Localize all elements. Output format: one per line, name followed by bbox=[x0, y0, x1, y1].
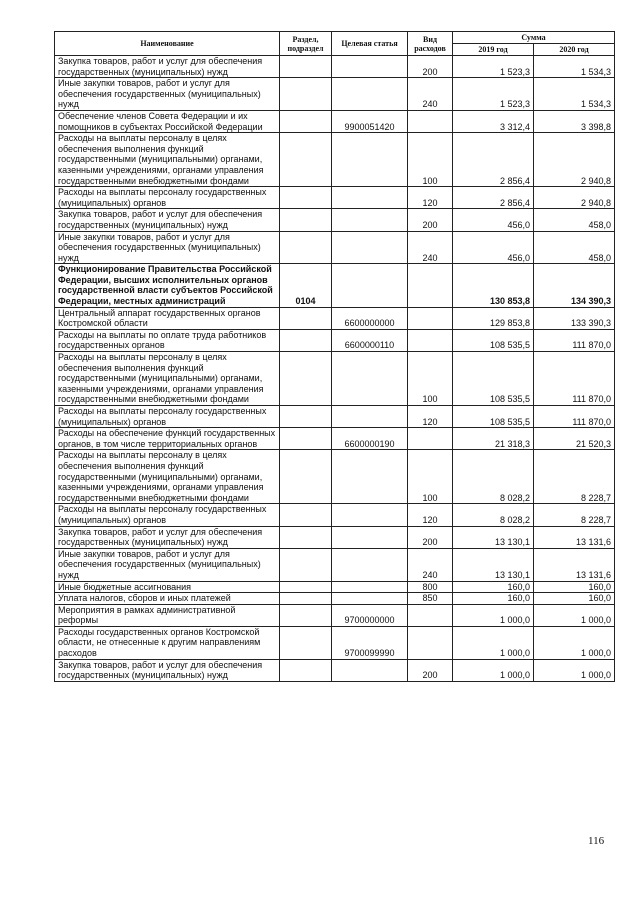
cell-2020: 13 131,6 bbox=[534, 526, 615, 548]
table-row bbox=[55, 526, 615, 548]
table-row bbox=[55, 581, 615, 593]
cell-name: Закупка товаров, работ и услуг для обеспечения государственных (муниципальных) нужд bbox=[55, 659, 280, 681]
cell-type bbox=[408, 428, 453, 450]
cell-2020: 1 534,3 bbox=[534, 56, 615, 78]
table-row bbox=[55, 209, 615, 231]
cell-2019: 1 000,0 bbox=[453, 604, 534, 626]
cell-type: 100 bbox=[408, 133, 453, 187]
table-row bbox=[55, 659, 615, 681]
cell-type: 120 bbox=[408, 504, 453, 526]
cell-2019: 456,0 bbox=[453, 231, 534, 264]
cell-2019: 3 312,4 bbox=[453, 110, 534, 132]
cell-2020: 3 398,8 bbox=[534, 110, 615, 132]
cell-section bbox=[280, 581, 332, 593]
table-row bbox=[55, 428, 615, 450]
cell-section bbox=[280, 133, 332, 187]
cell-2020: 2 940,8 bbox=[534, 133, 615, 187]
table-row bbox=[55, 406, 615, 428]
cell-2019: 108 535,5 bbox=[453, 329, 534, 351]
cell-section bbox=[280, 450, 332, 504]
cell-type: 200 bbox=[408, 659, 453, 681]
cell-2019: 8 028,2 bbox=[453, 504, 534, 526]
cell-name: Расходы на обеспечение функций государственных органов, в том числе территориальных органов bbox=[55, 428, 280, 450]
cell-2020: 160,0 bbox=[534, 593, 615, 605]
table-row bbox=[55, 604, 615, 626]
cell-2019: 21 318,3 bbox=[453, 428, 534, 450]
cell-type: 100 bbox=[408, 352, 453, 406]
cell-type: 240 bbox=[408, 548, 453, 581]
cell-target bbox=[332, 133, 408, 187]
cell-target: 6600000000 bbox=[332, 307, 408, 329]
cell-2020: 1 534,3 bbox=[534, 78, 615, 111]
cell-2020: 13 131,6 bbox=[534, 548, 615, 581]
cell-target bbox=[332, 78, 408, 111]
cell-section bbox=[280, 209, 332, 231]
cell-2019: 108 535,5 bbox=[453, 406, 534, 428]
cell-type: 200 bbox=[408, 209, 453, 231]
table-row bbox=[55, 187, 615, 209]
cell-target: 6600000110 bbox=[332, 329, 408, 351]
cell-section bbox=[280, 56, 332, 78]
cell-section bbox=[280, 307, 332, 329]
cell-name: Иные бюджетные ассигнования bbox=[55, 581, 280, 593]
table-row bbox=[55, 56, 615, 78]
cell-target bbox=[332, 526, 408, 548]
cell-2020: 133 390,3 bbox=[534, 307, 615, 329]
cell-2020: 1 000,0 bbox=[534, 659, 615, 681]
cell-2020: 111 870,0 bbox=[534, 352, 615, 406]
cell-2020: 111 870,0 bbox=[534, 329, 615, 351]
header-target: Целевая статья bbox=[332, 32, 408, 56]
cell-name: Функционирование Правительства Российской Федерации, высших исполнительных органов государственной власти субъектов Российской Федерации, местных администраций bbox=[55, 264, 280, 307]
table-row bbox=[55, 450, 615, 504]
cell-name: Расходы на выплаты персоналу в целях обеспечения выполнения функций государственными (муниципальными) органами, казенными учреждениями, органами управления государственными внебюджетными фондами bbox=[55, 352, 280, 406]
cell-section bbox=[280, 110, 332, 132]
cell-2019: 456,0 bbox=[453, 209, 534, 231]
budget-table bbox=[54, 31, 615, 682]
cell-target bbox=[332, 209, 408, 231]
cell-section bbox=[280, 526, 332, 548]
cell-name: Расходы на выплаты по оплате труда работников государственных органов bbox=[55, 329, 280, 351]
cell-type bbox=[408, 626, 453, 659]
cell-2019: 130 853,8 bbox=[453, 264, 534, 307]
cell-type bbox=[408, 110, 453, 132]
cell-name: Иные закупки товаров, работ и услуг для обеспечения государственных (муниципальных) нужд bbox=[55, 548, 280, 581]
cell-name: Закупка товаров, работ и услуг для обеспечения государственных (муниципальных) нужд bbox=[55, 209, 280, 231]
table-row bbox=[55, 352, 615, 406]
cell-type: 100 bbox=[408, 450, 453, 504]
cell-section bbox=[280, 352, 332, 406]
cell-2020: 21 520,3 bbox=[534, 428, 615, 450]
cell-target: 9900051420 bbox=[332, 110, 408, 132]
header-year-2020: 2020 год bbox=[534, 44, 615, 56]
cell-type: 200 bbox=[408, 56, 453, 78]
header-section: Раздел, подраздел bbox=[280, 32, 332, 56]
cell-section bbox=[280, 428, 332, 450]
header-type: Вид расходов bbox=[408, 32, 453, 56]
cell-name: Расходы государственных органов Костромской области, не отнесенные к другим направлениям расходов bbox=[55, 626, 280, 659]
cell-2019: 1 523,3 bbox=[453, 56, 534, 78]
cell-name: Расходы на выплаты персоналу государственных (муниципальных) органов bbox=[55, 187, 280, 209]
cell-name: Закупка товаров, работ и услуг для обеспечения государственных (муниципальных) нужд bbox=[55, 526, 280, 548]
cell-name: Иные закупки товаров, работ и услуг для обеспечения государственных (муниципальных) нужд bbox=[55, 78, 280, 111]
cell-section bbox=[280, 231, 332, 264]
table-row bbox=[55, 504, 615, 526]
table-row bbox=[55, 548, 615, 581]
cell-2020: 160,0 bbox=[534, 581, 615, 593]
table-row bbox=[55, 593, 615, 605]
cell-section bbox=[280, 626, 332, 659]
cell-section bbox=[280, 329, 332, 351]
cell-2020: 2 940,8 bbox=[534, 187, 615, 209]
cell-name: Мероприятия в рамках административной реформы bbox=[55, 604, 280, 626]
cell-name: Центральный аппарат государственных органов Костромской области bbox=[55, 307, 280, 329]
table-row bbox=[55, 307, 615, 329]
cell-2020: 111 870,0 bbox=[534, 406, 615, 428]
cell-2020: 134 390,3 bbox=[534, 264, 615, 307]
cell-2019: 13 130,1 bbox=[453, 548, 534, 581]
cell-section bbox=[280, 406, 332, 428]
cell-type bbox=[408, 307, 453, 329]
cell-2020: 1 000,0 bbox=[534, 626, 615, 659]
cell-name: Расходы на выплаты персоналу в целях обеспечения выполнения функций государственными (муниципальными) органами, казенными учреждениями, органами управления государственными внебюджетными фондами bbox=[55, 450, 280, 504]
cell-2019: 2 856,4 bbox=[453, 133, 534, 187]
cell-type: 240 bbox=[408, 78, 453, 111]
cell-2020: 458,0 bbox=[534, 209, 615, 231]
table-row bbox=[55, 626, 615, 659]
cell-target bbox=[332, 593, 408, 605]
cell-target bbox=[332, 187, 408, 209]
cell-name: Иные закупки товаров, работ и услуг для обеспечения государственных (муниципальных) нужд bbox=[55, 231, 280, 264]
cell-2020: 1 000,0 bbox=[534, 604, 615, 626]
cell-2019: 160,0 bbox=[453, 581, 534, 593]
cell-2020: 458,0 bbox=[534, 231, 615, 264]
cell-type bbox=[408, 329, 453, 351]
cell-2019: 1 000,0 bbox=[453, 626, 534, 659]
cell-2020: 8 228,7 bbox=[534, 504, 615, 526]
cell-name: Расходы на выплаты персоналу государственных (муниципальных) органов bbox=[55, 504, 280, 526]
cell-type: 850 bbox=[408, 593, 453, 605]
table-row bbox=[55, 78, 615, 111]
table-body bbox=[55, 56, 615, 682]
cell-name: Расходы на выплаты персоналу в целях обеспечения выполнения функций государственными (муниципальными) органами, казенными учреждениями, органами управления государственными внебюджетными фондами bbox=[55, 133, 280, 187]
cell-target bbox=[332, 548, 408, 581]
cell-section bbox=[280, 78, 332, 111]
cell-section bbox=[280, 659, 332, 681]
table-row bbox=[55, 329, 615, 351]
cell-type: 800 bbox=[408, 581, 453, 593]
cell-type: 200 bbox=[408, 526, 453, 548]
page-number: 116 bbox=[588, 835, 605, 847]
table-row bbox=[55, 110, 615, 132]
cell-target bbox=[332, 264, 408, 307]
cell-section bbox=[280, 548, 332, 581]
cell-2019: 108 535,5 bbox=[453, 352, 534, 406]
cell-section bbox=[280, 593, 332, 605]
table-row bbox=[55, 264, 615, 307]
cell-name: Уплата налогов, сборов и иных платежей bbox=[55, 593, 280, 605]
cell-type: 240 bbox=[408, 231, 453, 264]
cell-target bbox=[332, 406, 408, 428]
cell-target bbox=[332, 231, 408, 264]
cell-target: 6600000190 bbox=[332, 428, 408, 450]
cell-type bbox=[408, 264, 453, 307]
cell-section bbox=[280, 504, 332, 526]
cell-target: 9700000000 bbox=[332, 604, 408, 626]
cell-2019: 13 130,1 bbox=[453, 526, 534, 548]
header-name: Наименование bbox=[55, 32, 280, 56]
cell-2020: 8 228,7 bbox=[534, 450, 615, 504]
cell-type: 120 bbox=[408, 187, 453, 209]
cell-section: 0104 bbox=[280, 264, 332, 307]
cell-2019: 1 523,3 bbox=[453, 78, 534, 111]
cell-target: 9700099990 bbox=[332, 626, 408, 659]
cell-type bbox=[408, 604, 453, 626]
table-row bbox=[55, 133, 615, 187]
cell-target bbox=[332, 504, 408, 526]
table-header bbox=[55, 32, 615, 56]
table-row bbox=[55, 231, 615, 264]
cell-section bbox=[280, 604, 332, 626]
cell-2019: 129 853,8 bbox=[453, 307, 534, 329]
cell-name: Обеспечение членов Совета Федерации и их помощников в субъектах Российской Федерации bbox=[55, 110, 280, 132]
cell-target bbox=[332, 581, 408, 593]
cell-2019: 2 856,4 bbox=[453, 187, 534, 209]
cell-2019: 8 028,2 bbox=[453, 450, 534, 504]
cell-target bbox=[332, 450, 408, 504]
cell-name: Расходы на выплаты персоналу государственных (муниципальных) органов bbox=[55, 406, 280, 428]
cell-type: 120 bbox=[408, 406, 453, 428]
cell-target bbox=[332, 352, 408, 406]
cell-target bbox=[332, 659, 408, 681]
header-sum: Сумма bbox=[453, 32, 615, 44]
cell-section bbox=[280, 187, 332, 209]
cell-target bbox=[332, 56, 408, 78]
cell-name: Закупка товаров, работ и услуг для обеспечения государственных (муниципальных) нужд bbox=[55, 56, 280, 78]
header-year-2019: 2019 год bbox=[453, 44, 534, 56]
cell-2019: 1 000,0 bbox=[453, 659, 534, 681]
cell-2019: 160,0 bbox=[453, 593, 534, 605]
